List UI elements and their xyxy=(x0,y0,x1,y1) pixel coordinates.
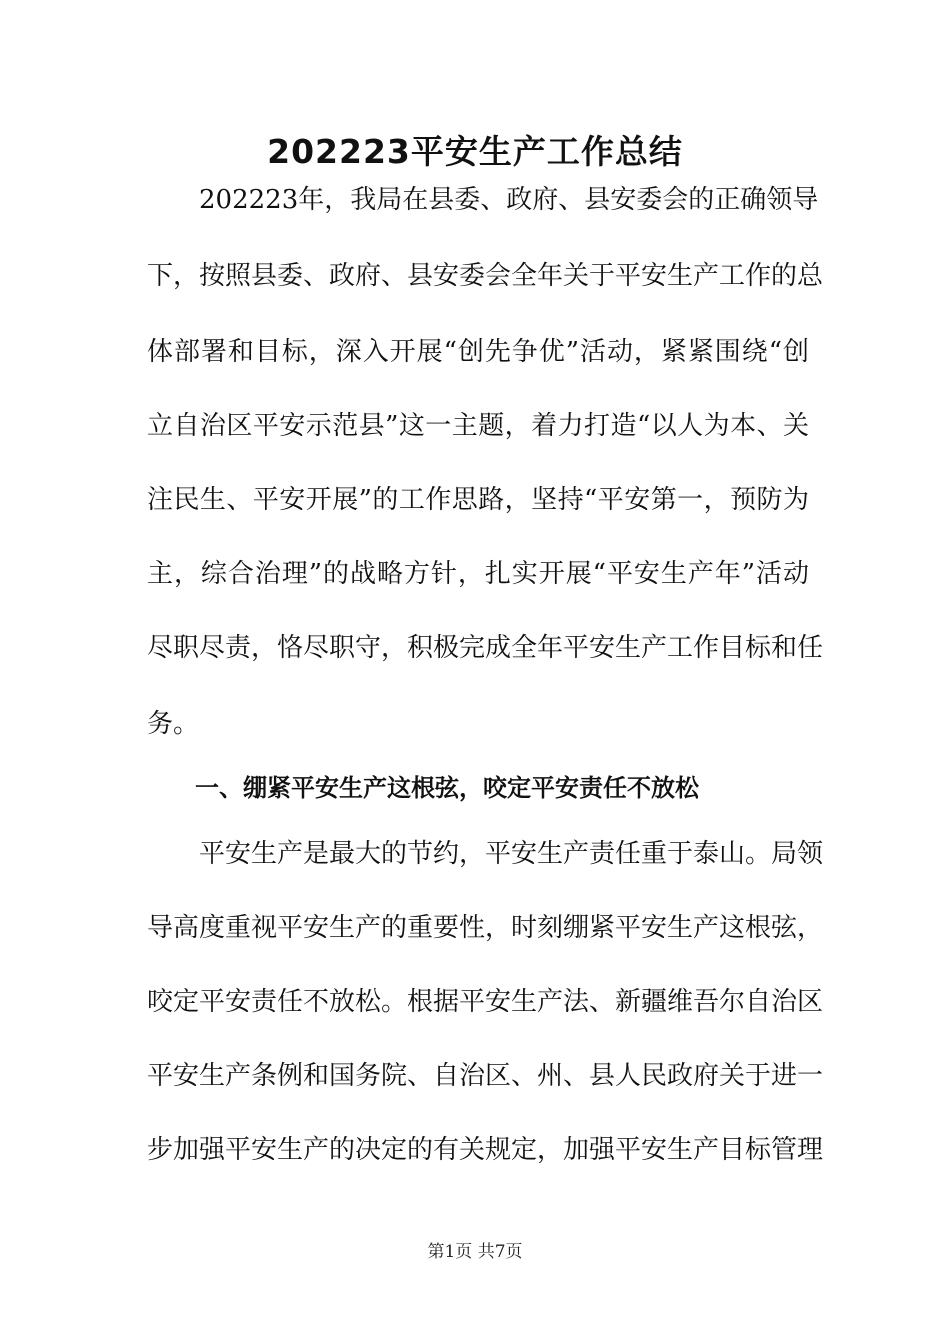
paragraph1-line-3: 体部署和目标，深入开展“创先争优”活动，紧紧围绕“创 xyxy=(147,337,809,367)
page-number-label: 第1页 共7页 xyxy=(427,1242,523,1262)
paragraph1-line-8: 务。 xyxy=(147,709,200,739)
paragraph1-line-6: 主，综合治理”的战略方针，扎实开展“平安生产年”活动 xyxy=(147,559,809,589)
paragraph1-line-4: 立自治区平安示范县”这一主题，着力打造“以人为本、关 xyxy=(147,411,809,441)
paragraph2-line-2: 导高度重视平安生产的重要性，时刻绷紧平安生产这根弦， xyxy=(147,913,824,943)
paragraph2-line-5: 步加强平安生产的决定的有关规定，加强平安生产目标管理 xyxy=(147,1135,824,1165)
paragraph1-line-5: 注民生、平安开展”的工作思路，坚持“平安第一，预防为 xyxy=(147,485,809,515)
page-number-footer xyxy=(0,1240,950,1264)
paragraph2-line-4: 平安生产条例和国务院、自治区、州、县人民政府关于进一 xyxy=(147,1061,824,1091)
paragraph1-line-2: 下，按照县委、政府、县安委会全年关于平安生产工作的总 xyxy=(147,261,824,291)
document-title: 202223平安生产工作总结 xyxy=(267,132,683,171)
section-heading: 一、绷紧平安生产这根弦，咬定平安责任不放松 xyxy=(195,774,699,802)
paragraph1-line-7: 尽职尽责，恪尽职守，积极完成全年平安生产工作目标和任 xyxy=(147,633,824,663)
paragraph1-line-1: 202223年，我局在县委、政府、县安委会的正确领导 xyxy=(199,185,819,215)
paragraph2-line-3: 咬定平安责任不放松。根据平安生产法、新疆维吾尔自治区 xyxy=(147,987,824,1017)
paragraph2-line-1: 平安生产是最大的节约，平安生产责任重于泰山。局领 xyxy=(199,839,824,869)
